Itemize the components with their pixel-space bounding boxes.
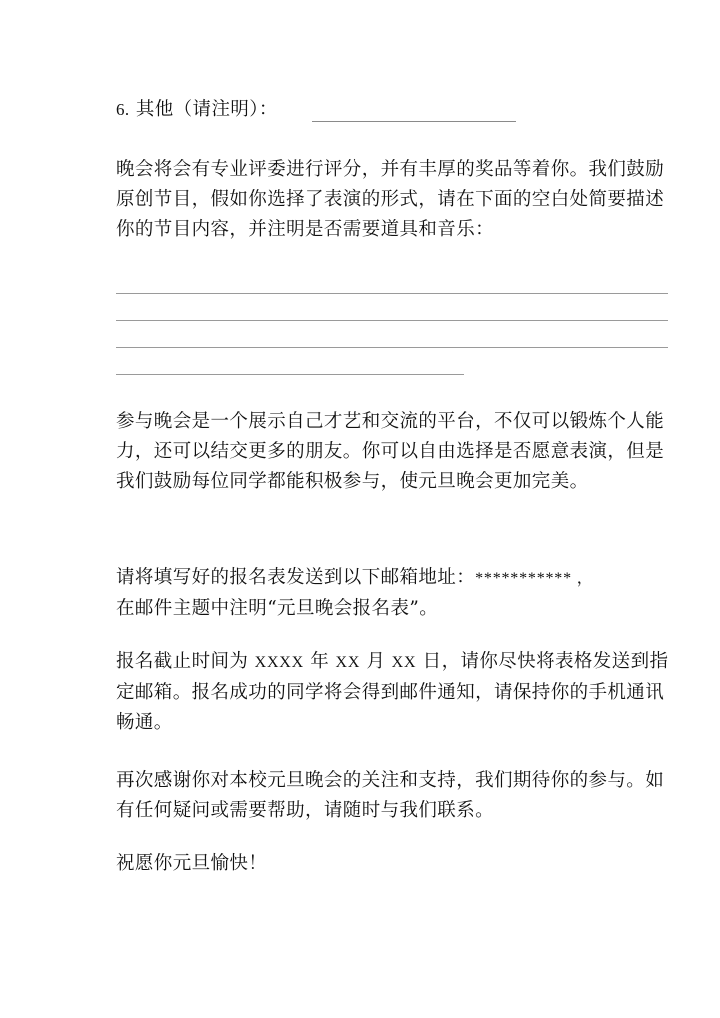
paragraph-thanks: 再次感谢你对本校元旦晚会的关注和支持，我们期待你的参与。如有任何疑问或需要帮助，请随时与我们联系。	[116, 770, 665, 821]
deadline-day: XX	[391, 654, 417, 671]
description-line-1[interactable]	[116, 293, 668, 294]
paragraph-participation: 参与晚会是一个展示自己才艺和交流的平台，不仅可以锻炼个人能力，还可以结交更多的朋友。你可以自由选择是否愿意表演，但是我们鼓励每位同学都能积极参与，使元旦晚会更加完美。	[116, 411, 665, 492]
description-line-2[interactable]	[116, 320, 668, 321]
email-line-2: 在邮件主题中注明“元旦晚会报名表”。	[116, 598, 439, 619]
paragraph-judging: 晚会将会有专业评委进行评分，并有丰厚的奖品等着你。我们鼓励原创节目，假如你选择了表演的形式，请在下面的空白处简要描述你的节目内容，并注明是否需要道具和音乐：	[116, 159, 665, 240]
email-address: *********** ，	[475, 570, 594, 587]
question-6-label: 其他（请注明）：	[135, 99, 278, 120]
description-line-3[interactable]	[116, 347, 668, 348]
paragraph-closing: 祝愿你元旦愉快！	[116, 853, 268, 874]
deadline-prefix: 报名截止时间为	[116, 651, 249, 672]
deadline-year-unit: 年	[310, 651, 330, 672]
question-6-answer-line[interactable]	[312, 121, 516, 122]
deadline-month-unit: 月	[366, 651, 386, 672]
description-line-4[interactable]	[116, 374, 464, 375]
question-6-number: 6.	[116, 100, 130, 119]
deadline-year: XXXX	[254, 654, 305, 671]
deadline-rest: 日，请你尽快将表格发送到指定邮箱。报名成功的同学将会得到邮件通知，请保持你的手机通讯畅通。	[116, 651, 669, 733]
email-line-1	[116, 563, 676, 594]
email-instruction: 请将填写好的报名表发送到以下邮箱地址：	[116, 567, 476, 588]
deadline-month: XX	[335, 654, 361, 671]
paragraph-email	[116, 563, 676, 624]
paragraph-deadline	[116, 647, 676, 738]
